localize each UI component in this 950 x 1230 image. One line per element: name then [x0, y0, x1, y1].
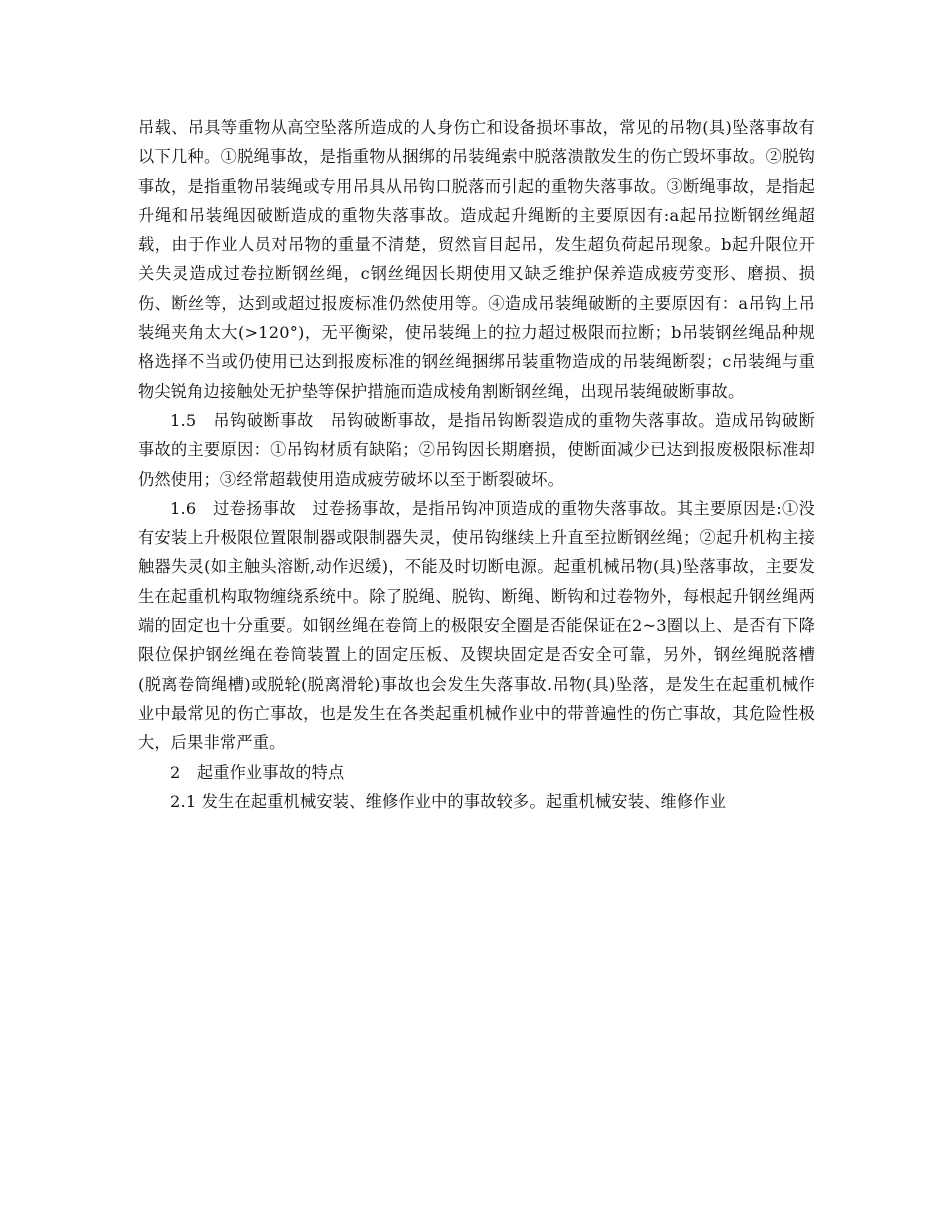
- section-heading-accident-features: 2 起重作业事故的特点: [170, 762, 345, 782]
- paragraph-hoist-drop-accidents: 吊载、吊具等重物从高空坠落所造成的人身伤亡和设备损坏事故，常见的吊物(具)坠落事故有以下几种。①脱绳事故，是指重物从捆绑的吊装绳索中脱落溃散发生的伤亡毁坏事故。②脱钩事故，是指重物吊装绳或专用吊具从吊钩口脱落而引起的重物失落事故。③断绳事故，是指起升绳和吊装绳因破断造成的重物失落事故。造成起升绳断的主要原因有:a起吊拉断钢丝绳超载，由于作业人员对吊物的重量不清楚，贸然盲目起吊，发生超负荷起吊现象。b起升限位开关失灵造成过卷拉断钢丝绳，c钢丝绳因长期使用又缺乏维护保养造成疲劳变形、磨损、损伤、断丝等，达到或超过报废标准仍然使用等。④造成吊装绳破断的主要原因有：a吊钩上吊装绳夹角太大(>120°)，无平衡梁，使吊装绳上的拉力超过极限而拉断；b吊装钢丝绳品种规格选择不当或仍使用已达到报废标准的钢丝绳捆绑吊装重物造成的吊装绳断裂；c吊装绳与重物尖锐角边接触处无护垫等保护措施而造成棱角割断钢丝绳，出现吊装绳破断事故。: [138, 118, 815, 401]
- paragraph-install-maintenance: 2.1 发生在起重机械安装、维修作业中的事故较多。起重机械安装、维修作业: [170, 791, 727, 811]
- paragraph-over-hoisting: 1.6 过卷扬事故 过卷扬事故，是指吊钩冲顶造成的重物失落事故。其主要原因是:①没有安装上升极限位置限制器或限制器失灵，使吊钩继续上升直至拉断钢丝绳；②起升机构主接触器失灵(如主触头溶断,动作迟缓)，不能及时切断电源。起重机械吊物(具)坠落事故，主要发生在起重机构取物缠绕系统中。除了脱绳、脱钩、断绳、断钩和过卷物外，每根起升钢丝绳两端的固定也十分重要。如钢丝绳在卷筒上的极限安全圈是否能保证在2~3圈以上、是否有下降限位保护钢丝绳在卷筒装置上的固定压板、及锲块固定是否安全可靠，另外，钢丝绳脱落槽(脱离卷筒绳槽)或脱轮(脱离滑轮)事故也会发生失落事故.吊物(具)坠落，是发生在起重机械作业中最常见的伤亡事故，也是发生在各类起重机械作业中的带普遍性的伤亡事故，其危险性极大，后果非常严重。: [138, 498, 815, 753]
- document-body: [138, 113, 815, 816]
- paragraph-hook-break: 1.5 吊钩破断事故 吊钩破断事故，是指吊钩断裂造成的重物失落事故。造成吊钩破断事故的主要原因：①吊钩材质有缺陷；②吊钩因长期磨损，使断面减少已达到报废极限标准却仍然使用；③经常超载使用造成疲劳破坏以至于断裂破坏。: [138, 410, 815, 489]
